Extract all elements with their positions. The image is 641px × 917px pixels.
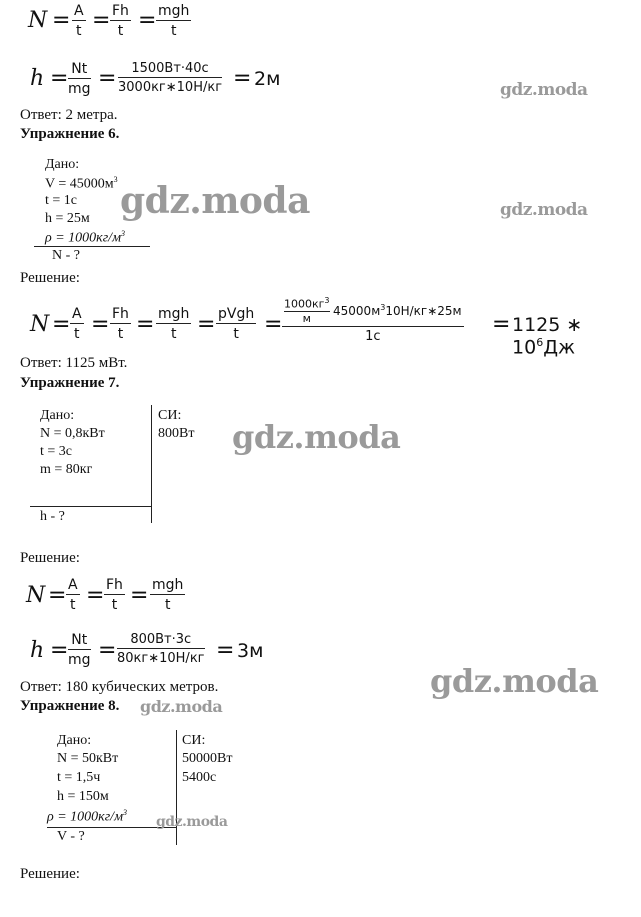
answer-7: Ответ: 180 кубических метров. [20, 679, 219, 695]
solution-label: Решение: [20, 270, 80, 286]
exercise-8-title: Упражнение 8. [20, 698, 120, 714]
solution-label: Решение: [20, 866, 80, 882]
divider [30, 506, 151, 507]
solution-label: Решение: [20, 550, 80, 566]
watermark: gdz.moda [232, 418, 401, 456]
exercise-7-title: Упражнение 7. [20, 375, 120, 391]
watermark: gdz.moda [120, 180, 310, 222]
divider [34, 246, 150, 247]
watermark: gdz.moda [500, 200, 588, 220]
watermark: gdz.moda [140, 697, 223, 716]
watermark: gdz.moda [156, 814, 228, 830]
watermark: gdz.moda [430, 662, 599, 700]
si-divider [151, 405, 152, 523]
answer-1: Ответ: 2 метра. [20, 107, 118, 123]
watermark: gdz.moda [500, 80, 588, 100]
answer-6: Ответ: 1125 мВт. [20, 355, 128, 371]
exercise-6-title: Упражнение 6. [20, 126, 120, 142]
